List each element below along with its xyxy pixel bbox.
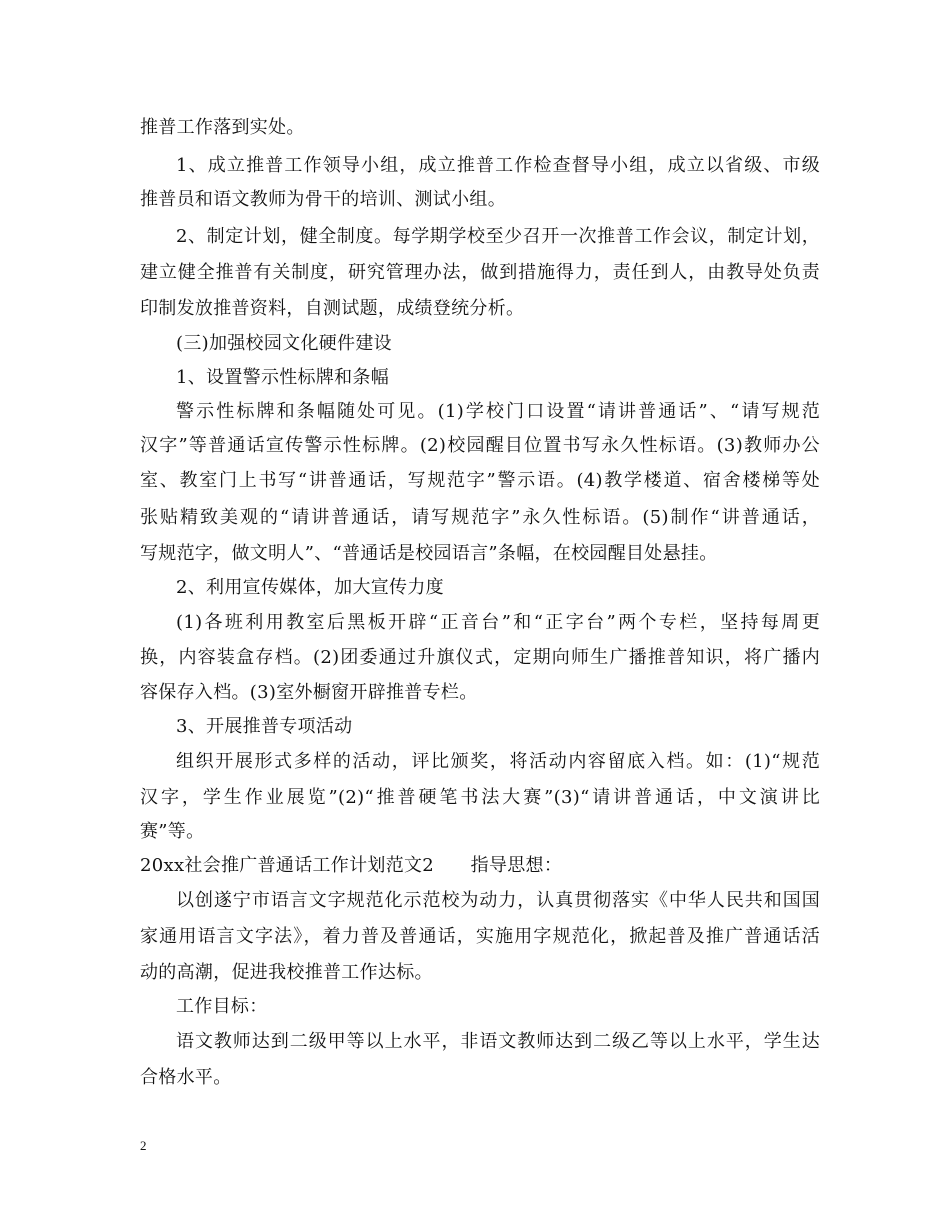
page-number: 2	[140, 1138, 147, 1153]
paragraph-line: 语文教师达到二级甲等以上水平，非语文教师达到二级乙等以上水平，学生达	[176, 1031, 820, 1052]
paragraph-line: 动的高潮，促进我校推普工作达标。	[140, 962, 433, 983]
paragraph-line: 组织开展形式多样的活动，评比颁奖，将活动内容留底入档。如：(1)“规范	[176, 751, 820, 772]
paragraph-line: 推普员和语文教师为骨干的培训、测试小组。	[140, 189, 506, 210]
paragraph-line: 2、制定计划，健全制度。每学期学校至少召开一次推普工作会议，制定计划，	[176, 226, 820, 247]
paragraph-line: 容保存入档。(3)室外橱窗开辟推普专栏。	[140, 682, 478, 703]
paragraph-line: 室、教室门上书写“讲普通话，写规范字”警示语。(4)教学楼道、宿舍楼梯等处	[140, 470, 820, 491]
paragraph-line: (1)各班利用教室后黑板开辟“正音台”和“正字台”两个专栏，坚持每周更	[176, 612, 820, 633]
paragraph-line: 合格水平。	[140, 1067, 232, 1088]
paragraph-line: 1、成立推普工作领导小组，成立推普工作检查督导小组，成立以省级、市级	[176, 155, 820, 176]
subheading: 1、设置警示性标牌和条幅	[176, 367, 390, 388]
paragraph-line: 换，内容装盒存档。(2)团委通过升旗仪式，定期向师生广播推普知识，将广播内	[140, 647, 820, 668]
paragraph-line: 写规范字，做文明人”、“普通话是校园语言”条幅，在校园醒目处悬挂。	[140, 543, 718, 564]
paragraph-line: 以创遂宁市语言文字规范化示范校为动力，认真贯彻落实《中华人民共和国国	[176, 890, 820, 911]
paragraph-line: 赛”等。	[140, 821, 205, 842]
paragraph-line: 汉字”等普通话宣传警示性标牌。(2)校园醒目位置书写永久性标语。(3)教师办公	[140, 435, 820, 456]
section-title-line: 20xx社会推广普通话工作计划范文2 指导思想：	[140, 855, 563, 876]
paragraph-line: 建立健全推普有关制度，研究管理办法，做到措施得力，责任到人，由教导处负责	[140, 262, 820, 283]
paragraph-line: 警示性标牌和条幅随处可见。(1)学校门口设置“请讲普通话”、“请写规范	[176, 401, 820, 422]
paragraph-line: 推普工作落到实处。	[140, 117, 305, 138]
paragraph-line: 印制发放推普资料，自测试题，成绩登统分析。	[140, 298, 525, 319]
paragraph-line: 汉字，学生作业展览”(2)“推普硬笔书法大赛”(3)“请讲普通话，中文演讲比	[140, 787, 820, 808]
section-heading: (三)加强校园文化硬件建设	[176, 333, 392, 354]
paragraph-line: 家通用语言文字法》，着力普及普通话，实施用字规范化，掀起普及推广普通话活	[140, 926, 820, 947]
subheading: 3、开展推普专项活动	[176, 716, 353, 737]
paragraph-line: 张贴精致美观的“请讲普通话，请写规范字”永久性标语。(5)制作“讲普通话，	[140, 507, 820, 528]
subheading: 2、利用宣传媒体，加大宣传力度	[176, 577, 444, 598]
subheading: 工作目标：	[176, 996, 268, 1017]
